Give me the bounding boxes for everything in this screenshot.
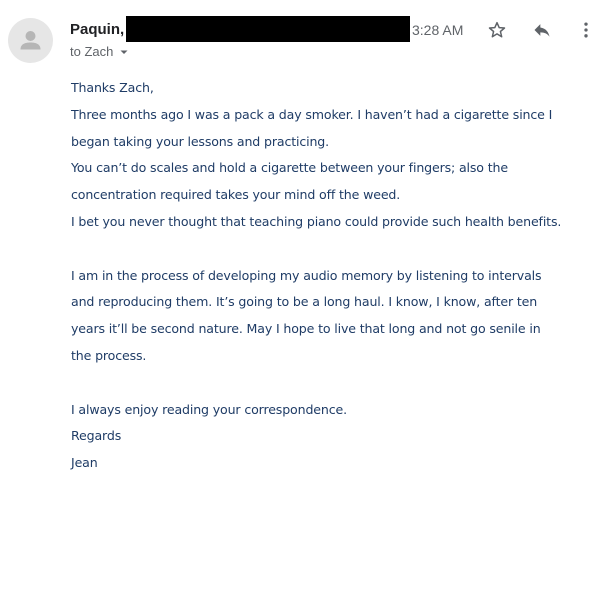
reply-button[interactable]: [531, 19, 553, 41]
body-line: I am in the process of developing my audio memory by listening to intervals: [71, 267, 542, 283]
body-line: concentration required takes your mind off the weed.: [71, 187, 401, 203]
body-line: began taking your lessons and practicing.: [71, 133, 330, 149]
avatar: [8, 18, 53, 63]
body-line: Three months ago I was a pack a day smoker. I haven’t had a cigarette since I: [71, 106, 553, 122]
blank-line: [71, 236, 599, 263]
body-line: I always enjoy reading your correspondence.: [71, 401, 347, 417]
caret-down-icon: [119, 47, 129, 57]
person-icon: [8, 18, 53, 63]
body-line: and reproducing them. It’s going to be a long haul. I know, I know, after ten: [71, 294, 538, 310]
body-line: Thanks Zach,: [71, 80, 154, 95]
sender-name[interactable]: Paquin,: [70, 21, 125, 38]
body-line: You can’t do scales and hold a cigarette between your fingers; also the: [71, 160, 508, 176]
star-button[interactable]: [486, 19, 508, 41]
timestamp: 3:28 AM: [412, 22, 464, 38]
more-vert-icon: [576, 20, 596, 40]
redaction-bar: [126, 16, 410, 42]
show-details-button[interactable]: [119, 47, 129, 57]
recipient-line: [70, 44, 129, 59]
body-line: Jean: [71, 455, 98, 471]
star-icon: [487, 20, 507, 40]
body-line: years it’ll be second nature. May I hope to live that long and not go senile in: [71, 321, 541, 337]
more-options-button[interactable]: [575, 19, 597, 41]
body-line: I bet you never thought that teaching piano could provide such health benefits.: [71, 213, 562, 229]
body-line: Regards: [71, 428, 122, 444]
recipient-label: to Zach: [70, 44, 114, 59]
message-body: [71, 75, 599, 477]
blank-line: [71, 370, 599, 397]
body-line: the process.: [71, 347, 147, 363]
reply-icon: [532, 20, 552, 40]
